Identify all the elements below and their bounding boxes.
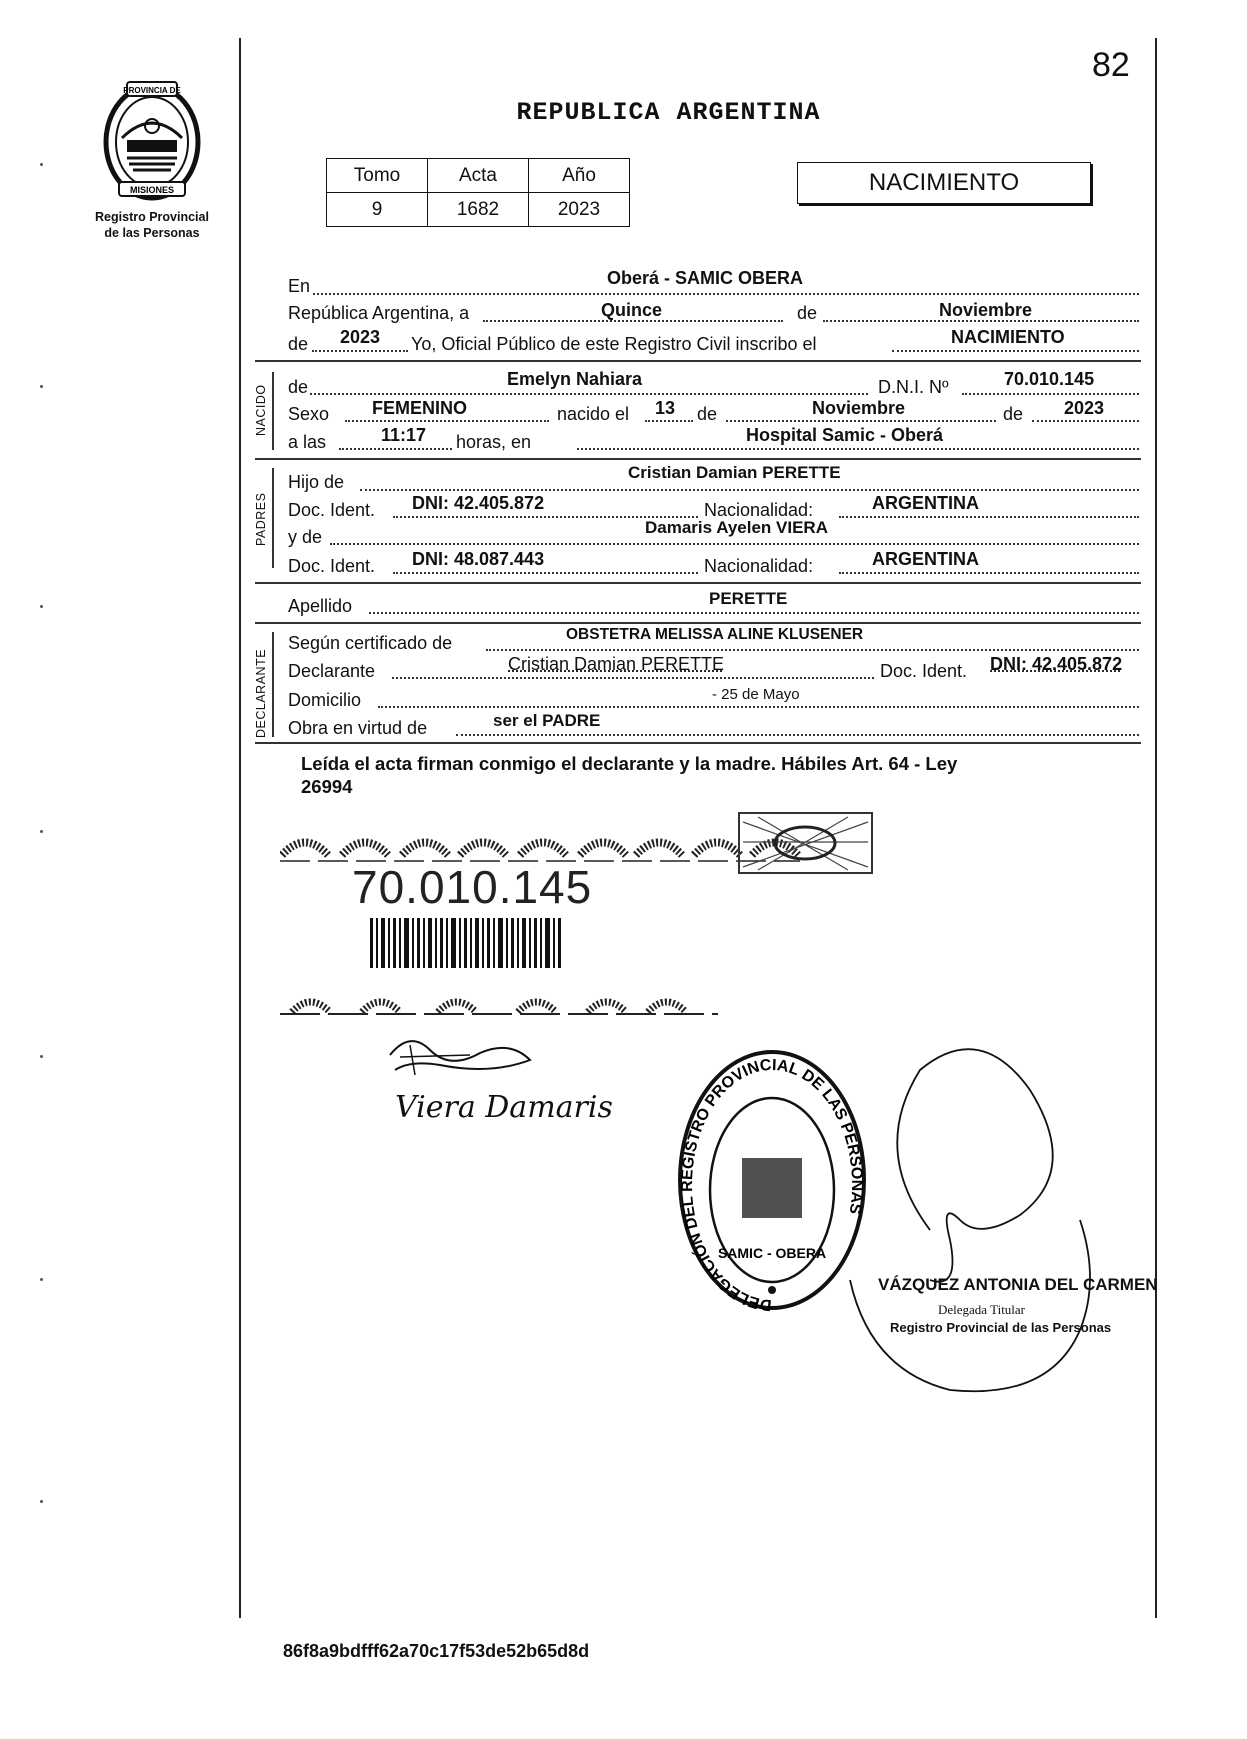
type-value: NACIMIENTO xyxy=(951,327,1065,347)
closing-line-1: Leída el acta firman conmigo el declarante y la madre. Hábiles Art. 64 - Ley xyxy=(301,753,958,774)
cert-label: Según certificado de xyxy=(288,633,453,653)
obra-dots xyxy=(456,734,1139,736)
child-dni: 70.010.145 xyxy=(1004,369,1095,389)
section-rule xyxy=(255,622,1141,624)
official-role: Delegada Titular xyxy=(938,1302,1026,1317)
year-dots xyxy=(312,350,408,352)
month-value: Noviembre xyxy=(939,300,1033,320)
declarante-dots xyxy=(392,677,874,679)
apellido-label: Apellido xyxy=(288,596,353,616)
stamp-number: 70.010.145 xyxy=(352,861,593,913)
nacido-side-label: NACIDO xyxy=(254,384,268,436)
logo-text-bottom: MISIONES xyxy=(129,185,175,195)
document-type-box: NACIMIENTO xyxy=(797,162,1091,204)
seal-ring-text: DELEGACIÓN DEL REGISTRO PROVINCIAL DE LAS PERSONAS xyxy=(679,1056,866,1314)
section-rule xyxy=(255,742,1141,744)
logo-caption-line-1: Registro Provincial xyxy=(95,210,209,224)
apellido-dots xyxy=(369,612,1139,614)
declarante-value: Cristian Damian PERETTE xyxy=(508,654,725,674)
month-dots xyxy=(726,420,996,422)
dni-dots xyxy=(962,393,1139,395)
nacido-el-label: nacido el xyxy=(557,404,630,424)
mother-doc: DNI: 48.087.443 xyxy=(412,549,545,569)
nacido-de2-label: de xyxy=(697,404,718,424)
tomo-value: 9 xyxy=(327,193,428,227)
padres-side-bar xyxy=(272,468,274,568)
mother-name: Damaris Ayelen VIERA xyxy=(645,518,828,537)
father-doc-label: Doc. Ident. xyxy=(288,500,376,520)
tomo-header: Tomo xyxy=(327,159,428,193)
right-margin-line xyxy=(1155,38,1157,1618)
provincial-shield-icon xyxy=(97,78,207,203)
edge-mark xyxy=(40,605,43,608)
mother-nat-dots xyxy=(839,572,1139,574)
name-dots xyxy=(310,393,868,395)
en-label: En xyxy=(288,276,311,296)
document-title: REPUBLICA ARGENTINA xyxy=(516,98,821,127)
mother-dots xyxy=(330,543,1139,545)
sexo-label: Sexo xyxy=(288,404,330,424)
de2-label: de xyxy=(288,334,309,354)
father-doc: DNI: 42.405.872 xyxy=(412,493,545,513)
barcode xyxy=(370,918,590,968)
sexo-dots xyxy=(345,420,549,422)
nacido-de3-label: de xyxy=(1003,404,1024,424)
mother-signature: Viera Damaris xyxy=(395,1090,613,1125)
cert-value: OBSTETRA MELISSA ALINE KLUSENER xyxy=(566,626,864,643)
time-dots xyxy=(339,448,452,450)
section-rule xyxy=(255,458,1141,460)
logo-caption-line-2: de las Personas xyxy=(104,226,200,240)
edge-mark xyxy=(40,830,43,833)
father-nat-label: Nacionalidad: xyxy=(704,500,814,520)
republica-label: República Argentina, a xyxy=(288,303,470,323)
apellido-value: PERETTE xyxy=(709,589,788,608)
declarante-side-bar xyxy=(272,632,274,737)
place-dots xyxy=(577,448,1139,450)
birth-time: 11:17 xyxy=(381,425,427,445)
acta-value: 1682 xyxy=(428,193,529,227)
declarante-label: Declarante xyxy=(288,661,376,681)
cert-dots xyxy=(486,649,1139,651)
horas-label: horas, en xyxy=(456,432,532,452)
birth-year-dots xyxy=(1032,420,1139,422)
page-number: 82 xyxy=(1092,46,1130,84)
day-dots xyxy=(645,420,693,422)
security-stamp-band-lower xyxy=(278,990,718,1022)
record-table xyxy=(326,158,630,227)
anio-header: Año xyxy=(529,159,630,193)
document-hash: 86f8a9bdfff62a70c17f53de52b65d8d xyxy=(283,1641,590,1661)
declarante-doc-label: Doc. Ident. xyxy=(880,661,968,681)
y-de-label: y de xyxy=(288,527,323,547)
seal-inner-text: SAMIC - OBERA xyxy=(717,1245,827,1261)
section-rule xyxy=(255,360,1141,362)
father-dots xyxy=(360,489,1139,491)
edge-mark xyxy=(40,1500,43,1503)
left-margin-line xyxy=(239,38,241,1618)
nacido-de-label: de xyxy=(288,377,309,397)
birth-year: 2023 xyxy=(1064,398,1105,418)
official-org: Registro Provincial de las Personas xyxy=(890,1320,1112,1335)
declarante-doc: DNI: 42.405.872 xyxy=(990,654,1123,674)
birth-day: 13 xyxy=(655,398,676,418)
anio-value: 2023 xyxy=(529,193,630,227)
closing-line-2: 26994 xyxy=(301,776,353,797)
child-name: Emelyn Nahiara xyxy=(507,369,643,389)
mother-nationality: ARGENTINA xyxy=(872,549,979,569)
declarant-signature xyxy=(380,1025,540,1085)
nacido-side-bar xyxy=(272,372,274,450)
security-hologram xyxy=(738,812,873,874)
domicilio-value: - 25 de Mayo xyxy=(712,686,800,703)
obra-label: Obra en virtud de xyxy=(288,718,428,738)
en-dots xyxy=(313,293,1139,295)
edge-mark xyxy=(40,1055,43,1058)
edge-mark xyxy=(40,1278,43,1281)
dni-label: D.N.I. Nº xyxy=(878,377,949,397)
acta-header: Acta xyxy=(428,159,529,193)
mother-doc-dots xyxy=(393,572,698,574)
hijo-de-label: Hijo de xyxy=(288,472,345,492)
padres-side-label: PADRES xyxy=(254,492,268,546)
father-name: Cristian Damian PERETTE xyxy=(628,463,841,482)
edge-mark xyxy=(40,163,43,166)
domicilio-dots xyxy=(378,706,1139,708)
birth-place: Hospital Samic - Oberá xyxy=(746,425,944,445)
edge-mark xyxy=(40,385,43,388)
a-las-label: a las xyxy=(288,432,327,452)
father-nat-dots xyxy=(839,516,1139,518)
mother-doc-label: Doc. Ident. xyxy=(288,556,376,576)
domicilio-label: Domicilio xyxy=(288,690,362,710)
en-value: Oberá - SAMIC OBERA xyxy=(607,268,804,288)
obra-value: ser el PADRE xyxy=(493,711,601,730)
type-dots xyxy=(892,350,1139,352)
mother-nat-label: Nacionalidad: xyxy=(704,556,814,576)
birth-month: Noviembre xyxy=(812,398,906,418)
section-rule xyxy=(255,582,1141,584)
father-nationality: ARGENTINA xyxy=(872,493,979,513)
declarante-side-label: DECLARANTE xyxy=(254,648,268,738)
oficial-label: Yo, Oficial Público de este Registro Civil inscribo el xyxy=(411,334,817,354)
closing-statement xyxy=(301,752,1131,798)
official-name: VÁZQUEZ ANTONIA DEL CARMEN xyxy=(878,1275,1158,1294)
sexo-value: FEMENINO xyxy=(372,398,468,418)
logo-text-top: PROVINCIA DE xyxy=(123,86,181,95)
official-signature xyxy=(830,1030,1150,1410)
day-value: Quince xyxy=(601,300,663,320)
year-value: 2023 xyxy=(340,327,381,347)
de-label: de xyxy=(797,303,818,323)
